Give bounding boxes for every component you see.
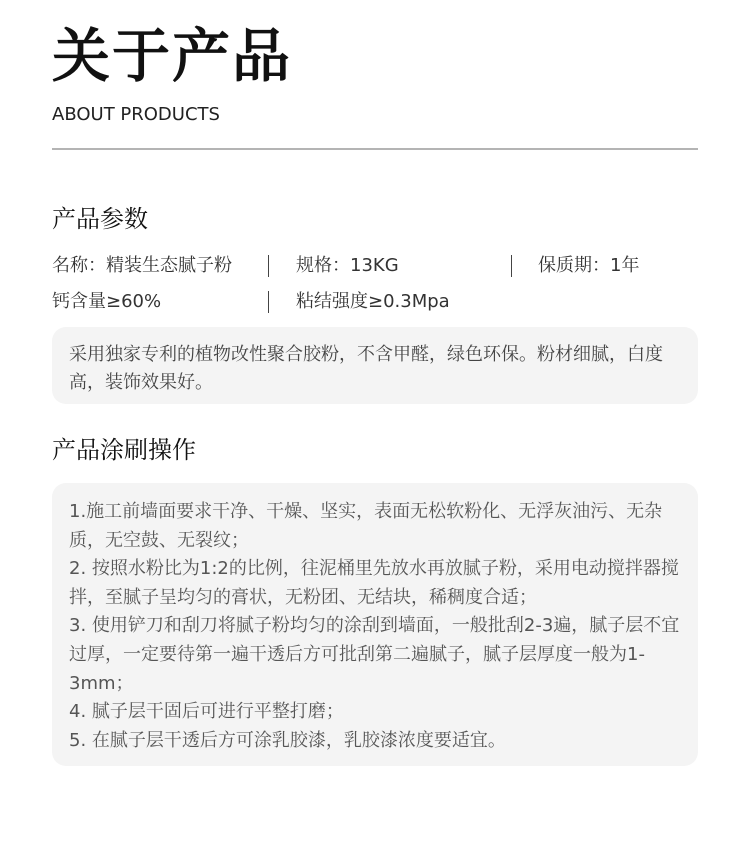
header-divider [52,148,698,150]
description-box [52,327,698,404]
operation-step: 2. 按照水粉比为1:2的比例，往泥桶里先放水再放腻子粉，采用电动搅拌器搅拌，至腻子呈均匀的膏状，无粉团、无结块，稀稠度合适； [69,558,679,608]
operation-step: 3. 使用铲刀和刮刀将腻子粉均匀的涂刮到墙面，一般批刮2-3遍，腻子层不宜过厚，一定要待第一遍干透后方可批刮第二遍腻子，腻子层厚度一般为1-3mm； [69,615,680,694]
param-name: 名称：精装生态腻子粉 [52,255,232,276]
param-calcium: 钙含量≥60% [52,291,162,312]
operation-step: 5. 在腻子层干透后方可涂乳胶漆，乳胶漆浓度要适宜。 [69,729,506,751]
param-separator [268,291,269,313]
operation-step: 4. 腻子层干固后可进行平整打磨； [69,701,344,723]
description-text: 采用独家专利的植物改性聚合胶粉，不含甲醛，绿色环保。粉材细腻，白度高，装饰效果好。 [69,344,663,393]
param-separator [268,255,269,277]
operation-heading: 产品涂刷操作 [52,436,196,464]
param-bond-strength: 粘结强度≥0.3Mpa [296,291,450,312]
page-title: 关于产品 [52,22,293,90]
page-subtitle: ABOUT PRODUCTS [52,104,220,125]
param-separator [511,255,512,277]
params-heading: 产品参数 [52,205,148,233]
operation-step: 1.施工前墙面要求干净、干燥、坚实，表面无松软粉化、无浮灰油污、无杂质，无空鼓、无裂纹； [69,501,663,551]
operation-steps-box [52,483,698,766]
param-spec: 规格：13KG [296,255,399,276]
param-shelf-life: 保质期：1年 [538,255,640,276]
